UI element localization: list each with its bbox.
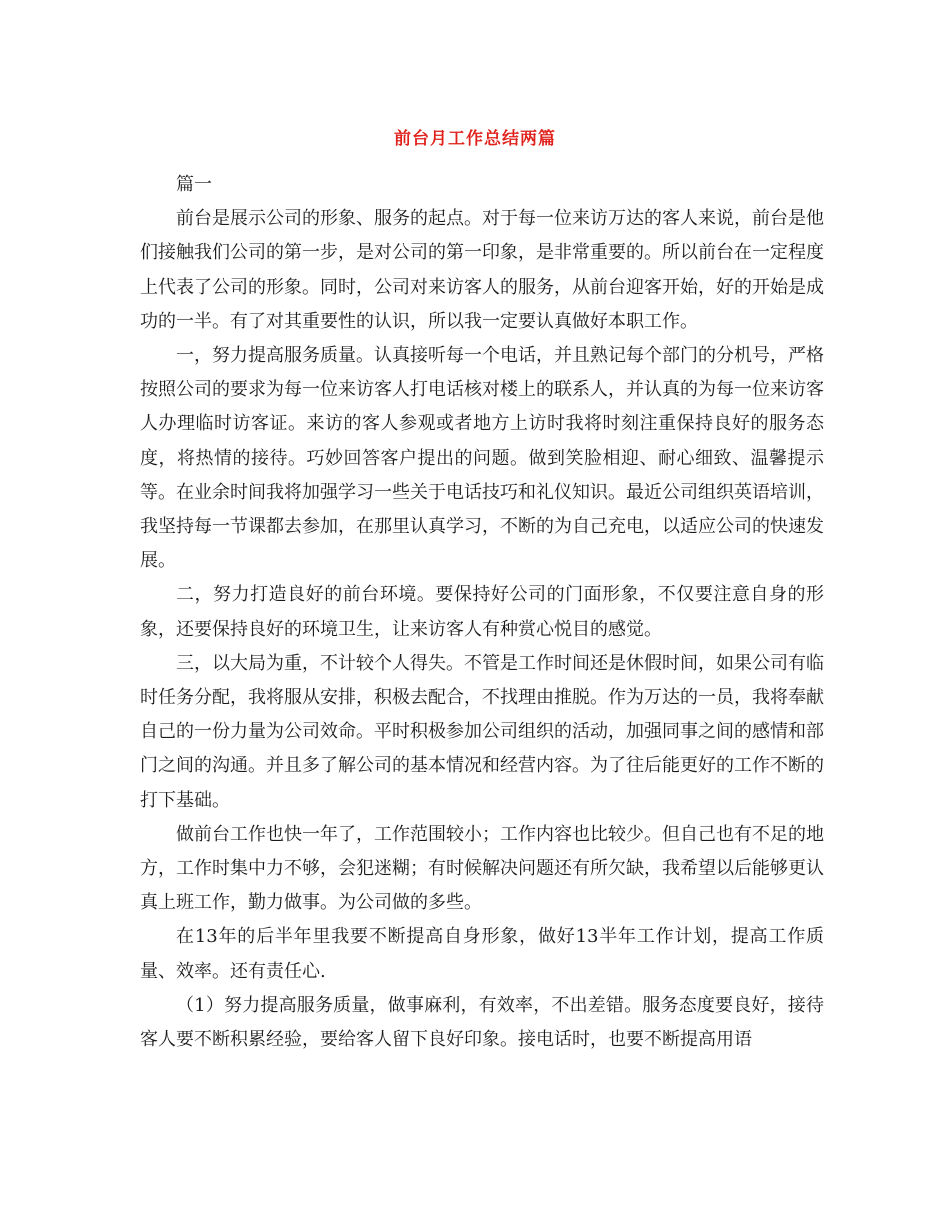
paragraph: （1）努力提高服务质量，做事麻利，有效率，不出差错。服务态度要良好，接待客人要不断积累经验，要给客人留下良好印象。接电话时，也要不断提高用语 <box>140 994 824 1051</box>
paragraph: 一，努力提高服务质量。认真接听每一个电话，并且熟记每个部门的分机号，严格按照公司的要求为每一位来访客人打电话核对楼上的联系人，并认真的为每一位来访客人办理临时访客证。来访的客人参观或者地方上访时我将时刻注重保持良好的服务态度，将热情的接待。巧妙回答客户提出的问题。做到笑脸相迎、耐心细致、温馨提示等。在业余时间我将加强学习一些关于电话技巧和礼仪知识。最近公司组织英语培训，我坚持每一节课都去参加，在那里认真学习，不断的为自己充电，以适应公司的快速发展。 <box>140 345 824 572</box>
document-body <box>140 168 824 1057</box>
paragraph: 二，努力打造良好的前台环境。要保持好公司的门面形象，不仅要注意自身的形象，还要保持良好的环境卫生，让来访客人有种赏心悦目的感觉。 <box>140 584 824 640</box>
document-title: 前台月工作总结两篇 <box>394 129 556 149</box>
paragraph: 做前台工作也快一年了，工作范围较小；工作内容也比较少。但自己也有不足的地方，工作时集中力不够，会犯迷糊；有时候解决问题还有所欠缺，我希望以后能够更认真上班工作，勤力做事。为公司做的多些。 <box>140 823 824 914</box>
paragraph: 在13年的后半年里我要不断提高自身形象，做好13半年工作计划，提高工作质量、效率。还有责任心. <box>140 926 824 982</box>
paragraph: 前台是展示公司的形象、服务的起点。对于每一位来访万达的客人来说，前台是他们接触我们公司的第一步，是对公司的第一印象，是非常重要的。所以前台在一定程度上代表了公司的形象。同时，公司对来访客人的服务，从前台迎客开始，好的开始是成功的一半。有了对其重要性的认识，所以我一定要认真做好本职工作。 <box>140 208 824 332</box>
section-heading: 篇一 <box>176 174 212 195</box>
paragraph: 三，以大局为重，不计较个人得失。不管是工作时间还是休假时间，如果公司有临时任务分配，我将服从安排，积极去配合，不找理由推脱。作为万达的一员，我将奉献自己的一份力量为公司效命。平时积极参加公司组织的活动，加强同事之间的感情和部门之间的沟通。并且多了解公司的基本情况和经营内容。为了往后能更好的工作不断的打下基础。 <box>140 652 824 811</box>
